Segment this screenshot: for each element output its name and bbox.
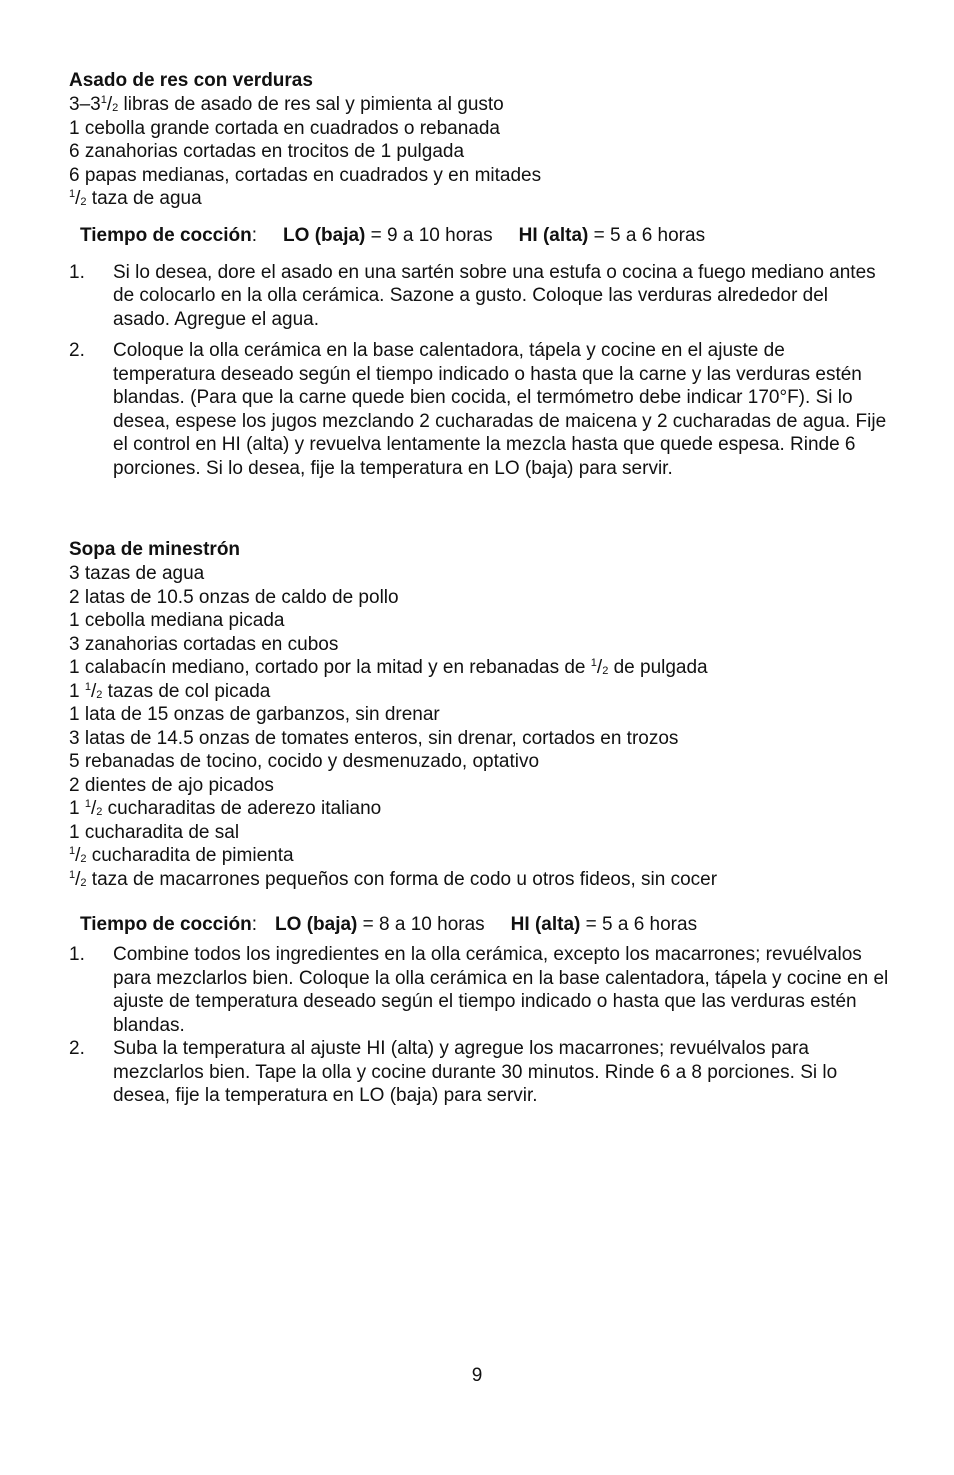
- ingredient-item: 1 calabacín mediano, cortado por la mitad y en rebanadas de $^1/_2$ de pulgada: [69, 657, 708, 678]
- ingredient-item: 6 zanahorias cortadas en trocitos de 1 pulgada: [69, 141, 465, 162]
- step-item: [69, 261, 889, 332]
- step-number: 1.: [69, 944, 85, 965]
- ingredient-list: [69, 562, 889, 891]
- ingredient-item: 1 lata de 15 onzas de garbanzos, sin drenar: [69, 704, 440, 725]
- ingredient-item: 1 cebolla mediana picada: [69, 610, 285, 631]
- lo-setting-value: = 9 a 10 horas: [365, 224, 493, 246]
- lo-setting-label: LO (baja): [275, 914, 358, 935]
- step-item: [69, 943, 889, 1037]
- ingredient-list: [69, 93, 889, 211]
- step-list: [69, 943, 889, 1108]
- recipe-title: Asado de res con verduras: [69, 70, 313, 91]
- ingredient-item: $^1/_2$ cucharadita de pimienta: [69, 845, 294, 866]
- step-number: 1.: [69, 261, 85, 283]
- cooking-time: Tiempo de cocción: LO (baja) = 9 a 10 horas HI (alta) = 5 a 6 horas: [80, 224, 706, 246]
- step-text: Si lo desea, dore el asado en una sartén sobre una estufa o cocina a fuego mediano antes de colocarlo en la olla cerámica. Sazone a gusto. Coloque las verduras alrededor del asado. Agregue el agua.: [113, 261, 876, 330]
- cooking-time-label: Tiempo de cocción: [80, 914, 252, 935]
- step-number: 2.: [69, 1038, 85, 1059]
- ingredient-item: 2 dientes de ajo picados: [69, 774, 274, 796]
- ingredient-item: 2 latas de 10.5 onzas de caldo de pollo: [69, 586, 399, 608]
- lo-setting-label: LO (baja): [283, 224, 366, 246]
- ingredient-item: 1 $^1/_2$ cucharaditas de aderezo italiano: [69, 798, 382, 819]
- ingredient-item: $^1/_2$ taza de agua: [69, 188, 202, 209]
- hi-setting-label: HI (alta): [518, 224, 589, 246]
- page-number: 9: [471, 1365, 483, 1386]
- ingredient-item: 3 latas de 14.5 onzas de tomates enteros, sin drenar, cortados en trozos: [69, 727, 679, 749]
- recipe-title: Sopa de minestrón: [69, 539, 241, 560]
- hi-setting-value: = 5 a 6 horas: [588, 224, 706, 246]
- ingredient-item: $^1/_2$ taza de macarrones pequeños con forma de codo u otros fideos, sin cocer: [69, 868, 718, 890]
- ingredient-item: 3 zanahorias cortadas en cubos: [69, 633, 339, 655]
- ingredient-item: 3 tazas de agua: [69, 563, 205, 584]
- step-text: Suba la temperatura al ajuste HI (alta) y agregue los macarrones; revuélvalos para mezclarlos bien. Tape la olla y cocine durante 30 minutos. Rinde 6 a 8 porciones. Si lo desea, fije la temperatura en LO (baja) para servir.: [113, 1038, 838, 1106]
- cooking-time: Tiempo de cocción: LO (baja) = 8 a 10 horas HI (alta) = 5 a 6 horas: [80, 914, 698, 935]
- recipe-minestron: [69, 538, 889, 1108]
- recipe-asado: [69, 69, 889, 480]
- step-item: [69, 1037, 889, 1108]
- step-text: Combine todos los ingredientes en la olla cerámica, excepto los macarrones; revuélvalos para mezclarlos bien. Coloque la olla cerámica en la base calentadora, tápela y cocine en el ajuste de temperatura deseado según el tiempo indicado o hasta que las verduras estén blandas.: [113, 944, 889, 1036]
- ingredient-item: $3-3^1/_2$ libras de asado de res sal y pimienta al gusto: [69, 94, 504, 115]
- ingredient-item: 1 cucharadita de sal: [69, 821, 240, 843]
- ingredient-item: 6 papas medianas, cortadas en cuadrados y en mitades: [69, 164, 542, 186]
- step-item: [69, 339, 889, 480]
- ingredient-item: 1 cebolla grande cortada en cuadrados o rebanada: [69, 117, 500, 139]
- hi-setting-value: = 5 a 6 horas: [580, 914, 698, 935]
- step-number: 2.: [69, 340, 85, 361]
- ingredient-item: 5 rebanadas de tocino, cocido y desmenuzado, optativo: [69, 751, 540, 772]
- hi-setting-label: HI (alta): [510, 914, 581, 935]
- step-list: [69, 261, 889, 481]
- step-text: Coloque la olla cerámica en la base calentadora, tápela y cocine en el ajuste de temperatura deseado según el tiempo indicado o hasta que la carne y las verduras estén blandas. (Para que la carne quede bien cocida, el termómetro debe indicar 170°F). Si lo desea, espese los jugos mezclando 2 cucharadas de maicena y 2 cucharadas de agua. Fije el control en HI (alta) y revuelva lentamente la mezcla hasta que quede espesa. Rinde 6 porciones. Si lo desea, fije la temperatura en LO (baja) para servir.: [113, 340, 887, 479]
- ingredient-item: 1 $^1/_2$ tazas de col picada: [69, 680, 271, 702]
- cooking-time-label: Tiempo de cocción: [80, 224, 252, 246]
- lo-setting-value: = 8 a 10 horas: [357, 914, 485, 935]
